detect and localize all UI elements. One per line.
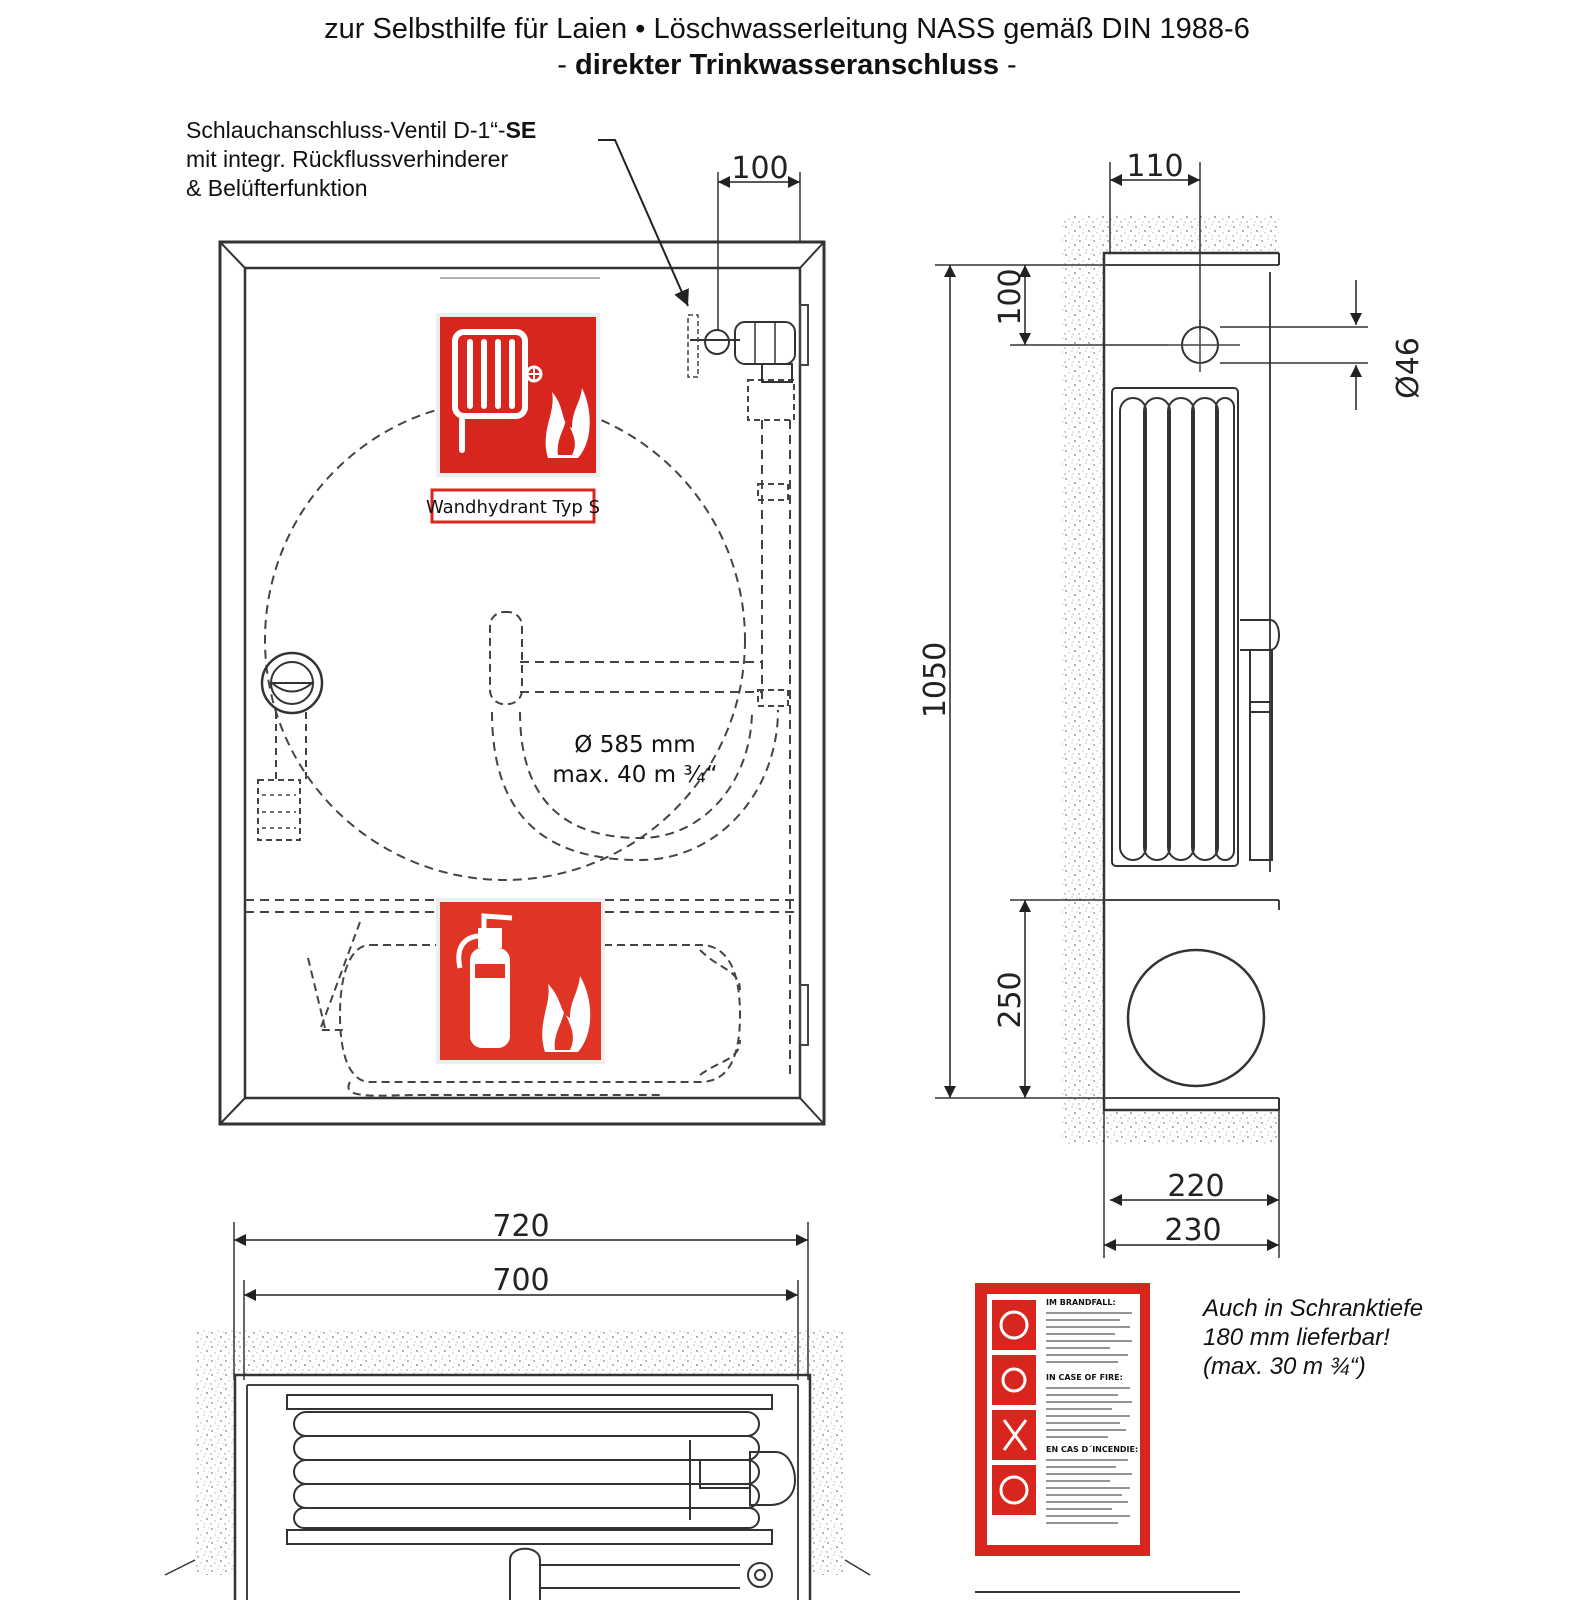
- side-view: [918, 149, 1426, 1258]
- hose-reel-top: [287, 1395, 795, 1600]
- header-line-2-prefix: -: [557, 49, 576, 81]
- card-section-3-title: EN CAS D´INCENDIE:: [1046, 1445, 1139, 1454]
- dim-top-inner: 700: [492, 1263, 550, 1298]
- depth-note-line-2: 180 mm lieferbar!: [1203, 1324, 1390, 1351]
- fire-extinguisher-sign: [438, 900, 603, 1062]
- dim-side-lower: 250: [993, 971, 1028, 1029]
- dim-side-height: 1050: [918, 641, 953, 719]
- hose-capacity-label: max. 40 m ¾“: [552, 762, 718, 788]
- extinguisher-side: [1128, 950, 1264, 1086]
- valve-note-line-3: & Belüfterfunktion: [186, 175, 368, 201]
- wall-concrete-side: [1062, 215, 1104, 1145]
- dim-side-valve-diameter: Ø46: [1391, 337, 1426, 399]
- dim-front-top: 100: [731, 151, 789, 186]
- instruction-card: [975, 1283, 1150, 1556]
- depth-note-line-1: Auch in Schranktiefe: [1203, 1295, 1424, 1322]
- dim-top-outer: 720: [492, 1209, 550, 1244]
- hose-reel-side: [1112, 388, 1279, 866]
- reel-diameter-label: Ø 585 mm: [574, 732, 696, 758]
- hose-nozzle: [490, 612, 522, 704]
- sign-label: Wandhydrant Typ S: [425, 497, 601, 518]
- front-view: [220, 140, 824, 1124]
- valve-note-line-1-bold: SE: [505, 117, 537, 143]
- wall-concrete-top: [195, 1330, 845, 1375]
- card-section-2-title: IN CASE OF FIRE:: [1046, 1373, 1123, 1382]
- header-line-1: zur Selbsthilfe für Laien • Löschwasserleitung NASS gemäß DIN 1988-6: [324, 13, 1250, 45]
- depth-note: [1203, 1294, 1423, 1381]
- valve-note-line-2: mit integr. Rückflussverhinderer: [186, 146, 509, 172]
- dim-side-depth-inner: 220: [1167, 1169, 1225, 1204]
- header-line-2-suffix: -: [998, 49, 1017, 81]
- dim-side-valve-offset: 100: [993, 268, 1028, 326]
- depth-note-line-3: (max. 30 m ¾“): [1203, 1353, 1366, 1380]
- valve-note-line-1-prefix: Schlauchanschluss-Ventil D-1“-: [186, 117, 506, 143]
- dim-side-top: 110: [1126, 149, 1184, 184]
- hose-valve: [688, 315, 795, 382]
- hose-reel-sign: [438, 315, 598, 475]
- top-view: [165, 1209, 870, 1600]
- dim-side-depth-outer: 230: [1164, 1213, 1222, 1248]
- card-section-1-title: IM BRANDFALL:: [1046, 1298, 1116, 1307]
- header-line-2-bold: direkter Trinkwasseranschluss: [575, 49, 999, 81]
